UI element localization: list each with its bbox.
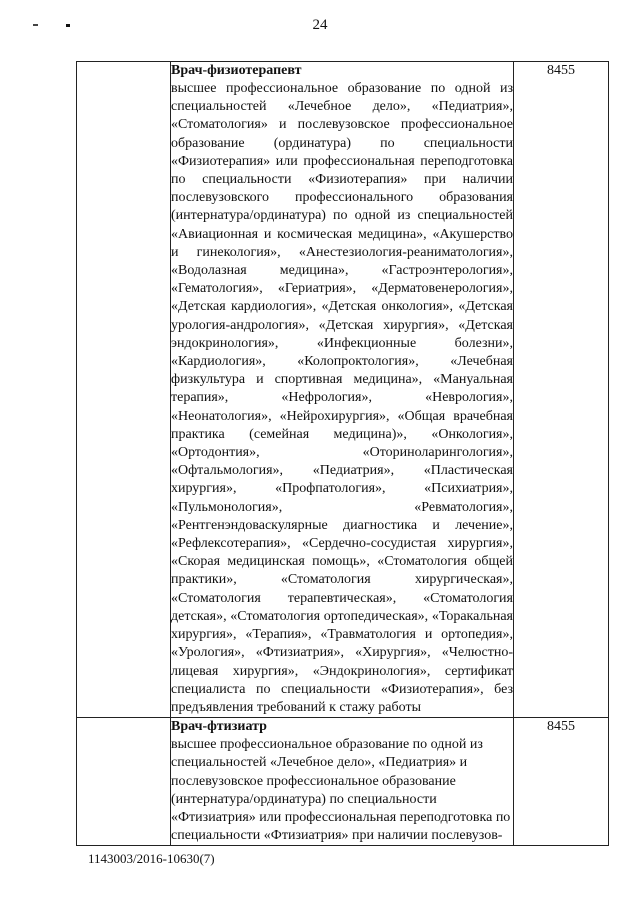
salary-value-cell: 8455 <box>514 62 609 718</box>
qualification-requirements: высшее профессиональное образование по одной из специальностей «Лечебное дело», «Педиатрия» и послевузовское профессиональное образование (интернатура/ординатура) по специальности «Фтизиатрия» или профессиональная переподготовка по специальности «Фтизиатрия» при наличии послевузов- <box>171 737 511 844</box>
position-title: Врач-физиотерапевт <box>171 63 302 78</box>
scan-artifact-mark <box>33 24 38 26</box>
qualification-requirements: высшее профессиональное образование по одной из специальностей «Лечебное дело», «Педиатрия», «Стоматология» и послевузовское профессиональное образование (ординатура) по специальности «Физиотерапия» или профессиональная переподготовка по специальности «Физиотерапия» при наличии послевузовского профессионального образования (интернатура/ординатура) по одной из специальностей «Авиационная и космическая медицина», «Акушерство и гинекология», «Анестезиология-реаниматология», «Водолазная медицина», «Гастроэнтерология», «Гематология», «Гериатрия», «Дерматовенерология», «Детская кардиология», «Детская онкология», «Детская урология-андрология», «Детская хирургия», «Детская эндокринология», «Инфекционные болезни», «Кардиология», «Колопроктология», «Лечебная физкультура и спортивная медицина», «Мануальная терапия», «Нефрология», «Неврология», «Неонатология», «Нейрохирургия», «Общая врачебная практика (семейная медицина)», «Онкология», «Ортодонтия», «Оториноларингология», «Офтальмология», «Педиатрия», «Пластическая хирургия», «Профпатология», «Психиатрия», «Пульмонология», «Ревматология», «Рентгенэндоваскулярные диагностика и лечение», «Рефлексотерапия», «Сердечно-сосудистая хирургия», «Скорая медицинская помощь», «Стоматология общей практики», «Стоматология хирургическая», «Стоматология терапевтическая», «Стоматология детская», «Стоматология ортопедическая», «Торакальная хирургия», «Терапия», «Травматология и ортопедия», «Урология», «Фтизиатрия», «Хирургия», «Челюстно-лицевая хирургия», «Эндокринология», сертификат специалиста по специальности «Физиотерапия», без предъявления требований к стажу работы <box>171 81 513 715</box>
position-description-cell <box>171 718 514 846</box>
salary-value-cell: 8455 <box>514 718 609 846</box>
row-number-cell <box>77 718 171 846</box>
document-code: 1143003/2016-10630(7) <box>88 851 215 866</box>
position-title: Врач-фтизиатр <box>171 719 267 735</box>
scan-artifact-mark <box>66 24 70 27</box>
row-number-cell <box>77 62 171 718</box>
table-row-phthisiatrician <box>77 718 609 846</box>
page-number: 24 <box>312 17 328 33</box>
position-description-cell <box>171 62 514 718</box>
table-row-physiotherapist <box>77 62 609 718</box>
qualification-table <box>76 61 609 846</box>
